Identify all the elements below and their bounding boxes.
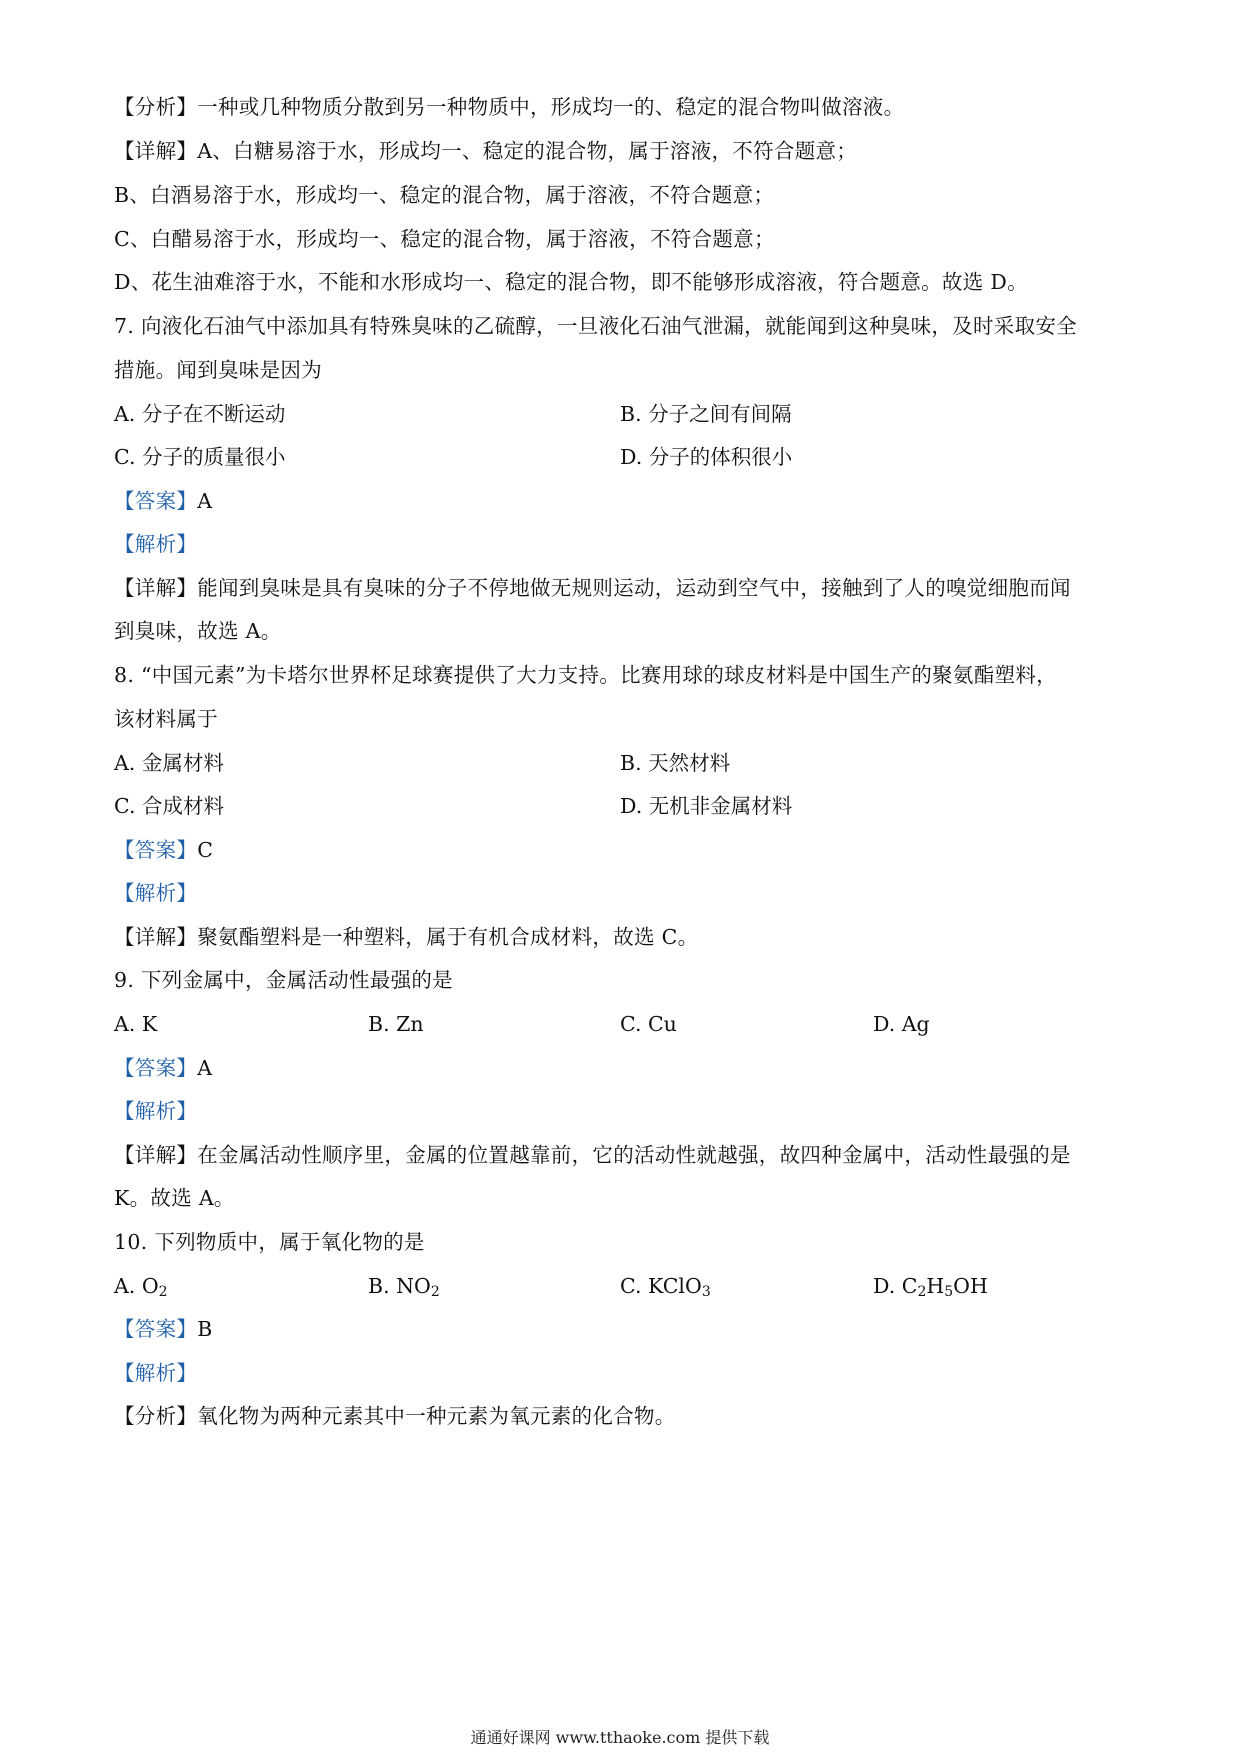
detail-tag: 【详解】 <box>114 576 198 600</box>
q8-stem-line-1: 8. “中国元素”为卡塔尔世界杯足球赛提供了大力支持。比赛用球的球皮材料是中国生产的聚氨酯塑料， <box>114 663 1057 687</box>
q9-option-d: D. Ag <box>873 1012 930 1036</box>
detail-text: A、白糖易溶于水，形成均一、稳定的混合物，属于溶液，不符合题意； <box>197 139 858 163</box>
detail-tag: 【详解】 <box>114 139 198 163</box>
q10-option-a: A. $O_2$ <box>114 1274 168 1300</box>
q7-option-c: C. 分子的质量很小 <box>114 445 286 469</box>
q10-stem: 10. 下列物质中，属于氧化物的是 <box>114 1230 425 1254</box>
analysis-tag: 【解析】 <box>114 881 198 905</box>
q7-option-a: A. 分子在不断运动 <box>114 402 286 426</box>
q9-answer <box>114 1054 1130 1082</box>
detail-line <box>114 137 1130 165</box>
analysis-text: 一种或几种物质分散到另一种物质中，形成均一的、稳定的混合物叫做溶液。 <box>197 95 905 119</box>
q10-analysis <box>114 1359 1130 1387</box>
detail-line-d: D、花生油难溶于水，不能和水形成均一、稳定的混合物，即不能够形成溶液，符合题意。故选 D。 <box>114 270 1028 294</box>
q8-analysis <box>114 879 1130 907</box>
answer-tag: 【答案】 <box>114 838 198 862</box>
q9-option-a: A. K <box>114 1012 158 1036</box>
q7-detail-line-1 <box>114 574 1130 602</box>
q8-detail-line-1 <box>114 923 1130 951</box>
q9-stem: 9. 下列金属中，金属活动性最强的是 <box>114 968 453 992</box>
q7-analysis <box>114 530 1130 558</box>
q10-answer <box>114 1315 1130 1343</box>
analysis-tag: 【解析】 <box>114 1361 198 1385</box>
q10-option-d: D. $C_2H_5OH$ <box>873 1274 988 1300</box>
answer-tag: 【答案】 <box>114 1317 198 1341</box>
answer-value: A <box>197 489 213 513</box>
detail-tag: 【详解】 <box>114 1143 198 1167</box>
detail-tag: 【详解】 <box>114 925 198 949</box>
answer-tag: 【答案】 <box>114 1056 198 1080</box>
q7-option-b: B. 分子之间有间隔 <box>620 402 792 426</box>
q8-option-d: D. 无机非金属材料 <box>620 794 793 818</box>
detail-line-b: B、白酒易溶于水，形成均一、稳定的混合物，属于溶液，不符合题意； <box>114 183 775 207</box>
q9-option-b: B. Zn <box>368 1012 424 1036</box>
q9-analysis <box>114 1097 1130 1125</box>
q7-option-d: D. 分子的体积很小 <box>620 445 793 469</box>
q9-detail-line-1 <box>114 1141 1130 1169</box>
q8-option-c: C. 合成材料 <box>114 794 224 818</box>
answer-value: A <box>197 1056 213 1080</box>
q8-option-a: A. 金属材料 <box>114 751 224 775</box>
answer-tag: 【答案】 <box>114 489 198 513</box>
q10-option-c: C. KClO$_3$ <box>620 1274 711 1300</box>
answer-value: C <box>197 838 214 862</box>
analysis-tag: 【解析】 <box>114 1099 198 1123</box>
detail-line-c: C、白醋易溶于水，形成均一、稳定的混合物，属于溶液，不符合题意； <box>114 227 775 251</box>
q7-answer <box>114 487 1130 515</box>
detail-text: 能闻到臭味是具有臭味的分子不停地做无规则运动，运动到空气中，接触到了人的嗅觉细胞而闻 <box>197 576 1071 600</box>
answer-value: B <box>197 1317 213 1341</box>
detail-text: 氧化物为两种元素其中一种元素为氧元素的化合物。 <box>197 1404 676 1428</box>
footer-watermark: 通通好课网 www.tthaoke.com 提供下载 <box>470 1728 770 1747</box>
q10-option-b: B. $NO_2$ <box>368 1274 440 1300</box>
q9-option-c: C. Cu <box>620 1012 677 1036</box>
detail-text: 聚氨酯塑料是一种塑料，属于有机合成材料，故选 C。 <box>197 925 699 949</box>
analysis-tag: 【分析】 <box>114 95 198 119</box>
q9-detail-line-2: K。故选 A。 <box>114 1186 235 1210</box>
q8-stem-line-2: 该材料属于 <box>114 707 218 731</box>
detail-text: 在金属活动性顺序里，金属的位置越靠前，它的活动性就越强，故四种金属中，活动性最强的是 <box>197 1143 1071 1167</box>
analysis-line <box>114 93 1130 121</box>
q10-detail-line-1 <box>114 1402 1130 1430</box>
q7-stem-line-1: 7. 向液化石油气中添加具有特殊臭味的乙硫醇，一旦液化石油气泄漏，就能闻到这种臭味，及时采取安全 <box>114 314 1077 338</box>
analysis-tag: 【解析】 <box>114 532 198 556</box>
q7-stem-line-2: 措施。闻到臭味是因为 <box>114 358 322 382</box>
q8-answer <box>114 836 1130 864</box>
q8-option-b: B. 天然材料 <box>620 751 731 775</box>
q7-detail-line-2: 到臭味，故选 A。 <box>114 619 282 643</box>
detail-tag: 【分析】 <box>114 1404 198 1428</box>
